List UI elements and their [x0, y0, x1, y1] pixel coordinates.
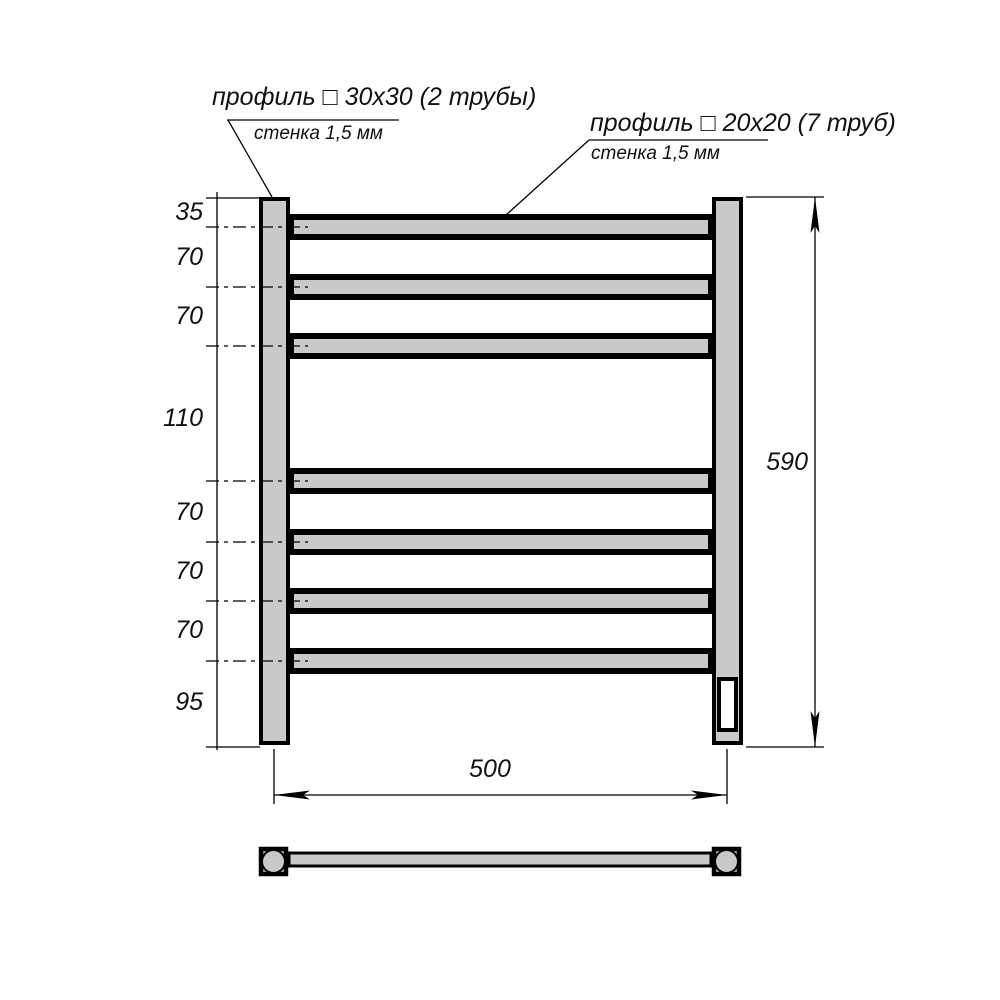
- dim-spacing-1-label: 70: [175, 243, 203, 271]
- dim-spacing-2-label: 70: [175, 302, 203, 330]
- rungs-callout-leader: [505, 140, 589, 216]
- rung-3: [291, 336, 711, 356]
- rung-1: [291, 217, 711, 237]
- bottom-view-right-pipe-circle: [715, 850, 738, 873]
- dim-spacing-3-label: 110: [163, 404, 203, 432]
- dim-top-offset-label: 35: [175, 198, 203, 226]
- rung-2: [291, 277, 711, 297]
- dim-spacing-6-label: 70: [175, 616, 203, 644]
- rungs-profile-callout-label: профиль □ 20х20 (7 труб): [590, 109, 896, 137]
- dim-bottom-offset-label: 95: [175, 688, 203, 716]
- rungs-profile-wall-label: стенка 1,5 мм: [591, 143, 720, 164]
- rung-5: [291, 532, 711, 552]
- rung-6: [291, 591, 711, 611]
- heating-element-slot: [719, 679, 736, 730]
- dim-spacing-4-label: 70: [175, 498, 203, 526]
- frame-profile-callout-label: профиль □ 30х30 (2 трубы): [212, 83, 537, 111]
- dim-overall-height-label: 590: [766, 448, 808, 476]
- bottom-view-left-pipe-circle: [262, 850, 285, 873]
- rung-4: [291, 471, 711, 491]
- dim-spacing-5-label: 70: [175, 557, 203, 585]
- dim-rail-width-label: 500: [469, 755, 511, 783]
- frame-profile-wall-label: стенка 1,5 мм: [254, 123, 383, 144]
- rung-7: [291, 651, 711, 671]
- bottom-view-tube: [289, 853, 711, 866]
